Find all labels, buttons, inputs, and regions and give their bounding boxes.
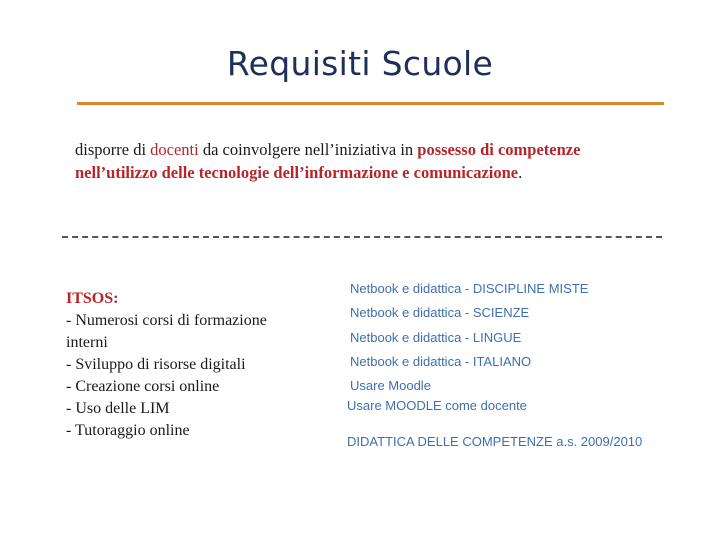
title-underline [77,102,664,105]
itsos-item: - Sviluppo di risorse digitali [66,356,246,373]
slide-title: Requisiti Scuole [226,44,494,83]
itsos-item: - Numerosi corsi di formazione interni [66,312,267,351]
itsos-item: - Creazione corsi online [66,378,220,395]
itsos-item: - Tutoraggio online [66,422,190,439]
link-discipline-miste[interactable]: Netbook e didattica - DISCIPLINE MISTE [350,281,589,296]
link-didattica-competenze[interactable]: DIDATTICA DELLE COMPETENZE a.s. 2009/2010 [347,434,643,449]
itsos-item: - Uso delle LIM [66,400,170,417]
intro-competenze: possesso di competenze nell’utilizzo delle tecnologie dell’informazione e comunicazione [75,140,581,182]
link-usare-moodle[interactable]: Usare Moodle [350,378,431,393]
intro-text-1: disporre di [75,140,151,159]
itsos-heading: ITSOS: [66,290,119,307]
link-italiano[interactable]: Netbook e didattica - ITALIANO [350,354,532,369]
intro-period: . [518,163,523,182]
link-scienze[interactable]: Netbook e didattica - SCIENZE [350,305,530,320]
intro-docenti: docenti [150,140,199,159]
link-lingue[interactable]: Netbook e didattica - LINGUE [350,330,522,345]
dashed-divider [62,236,662,238]
itsos-block [66,288,306,442]
intro-text-3: da coinvolgere nell’iniziativa in [198,140,418,159]
intro-paragraph [75,138,635,184]
link-moodle-docente[interactable]: Usare MOODLE come docente [347,398,527,413]
